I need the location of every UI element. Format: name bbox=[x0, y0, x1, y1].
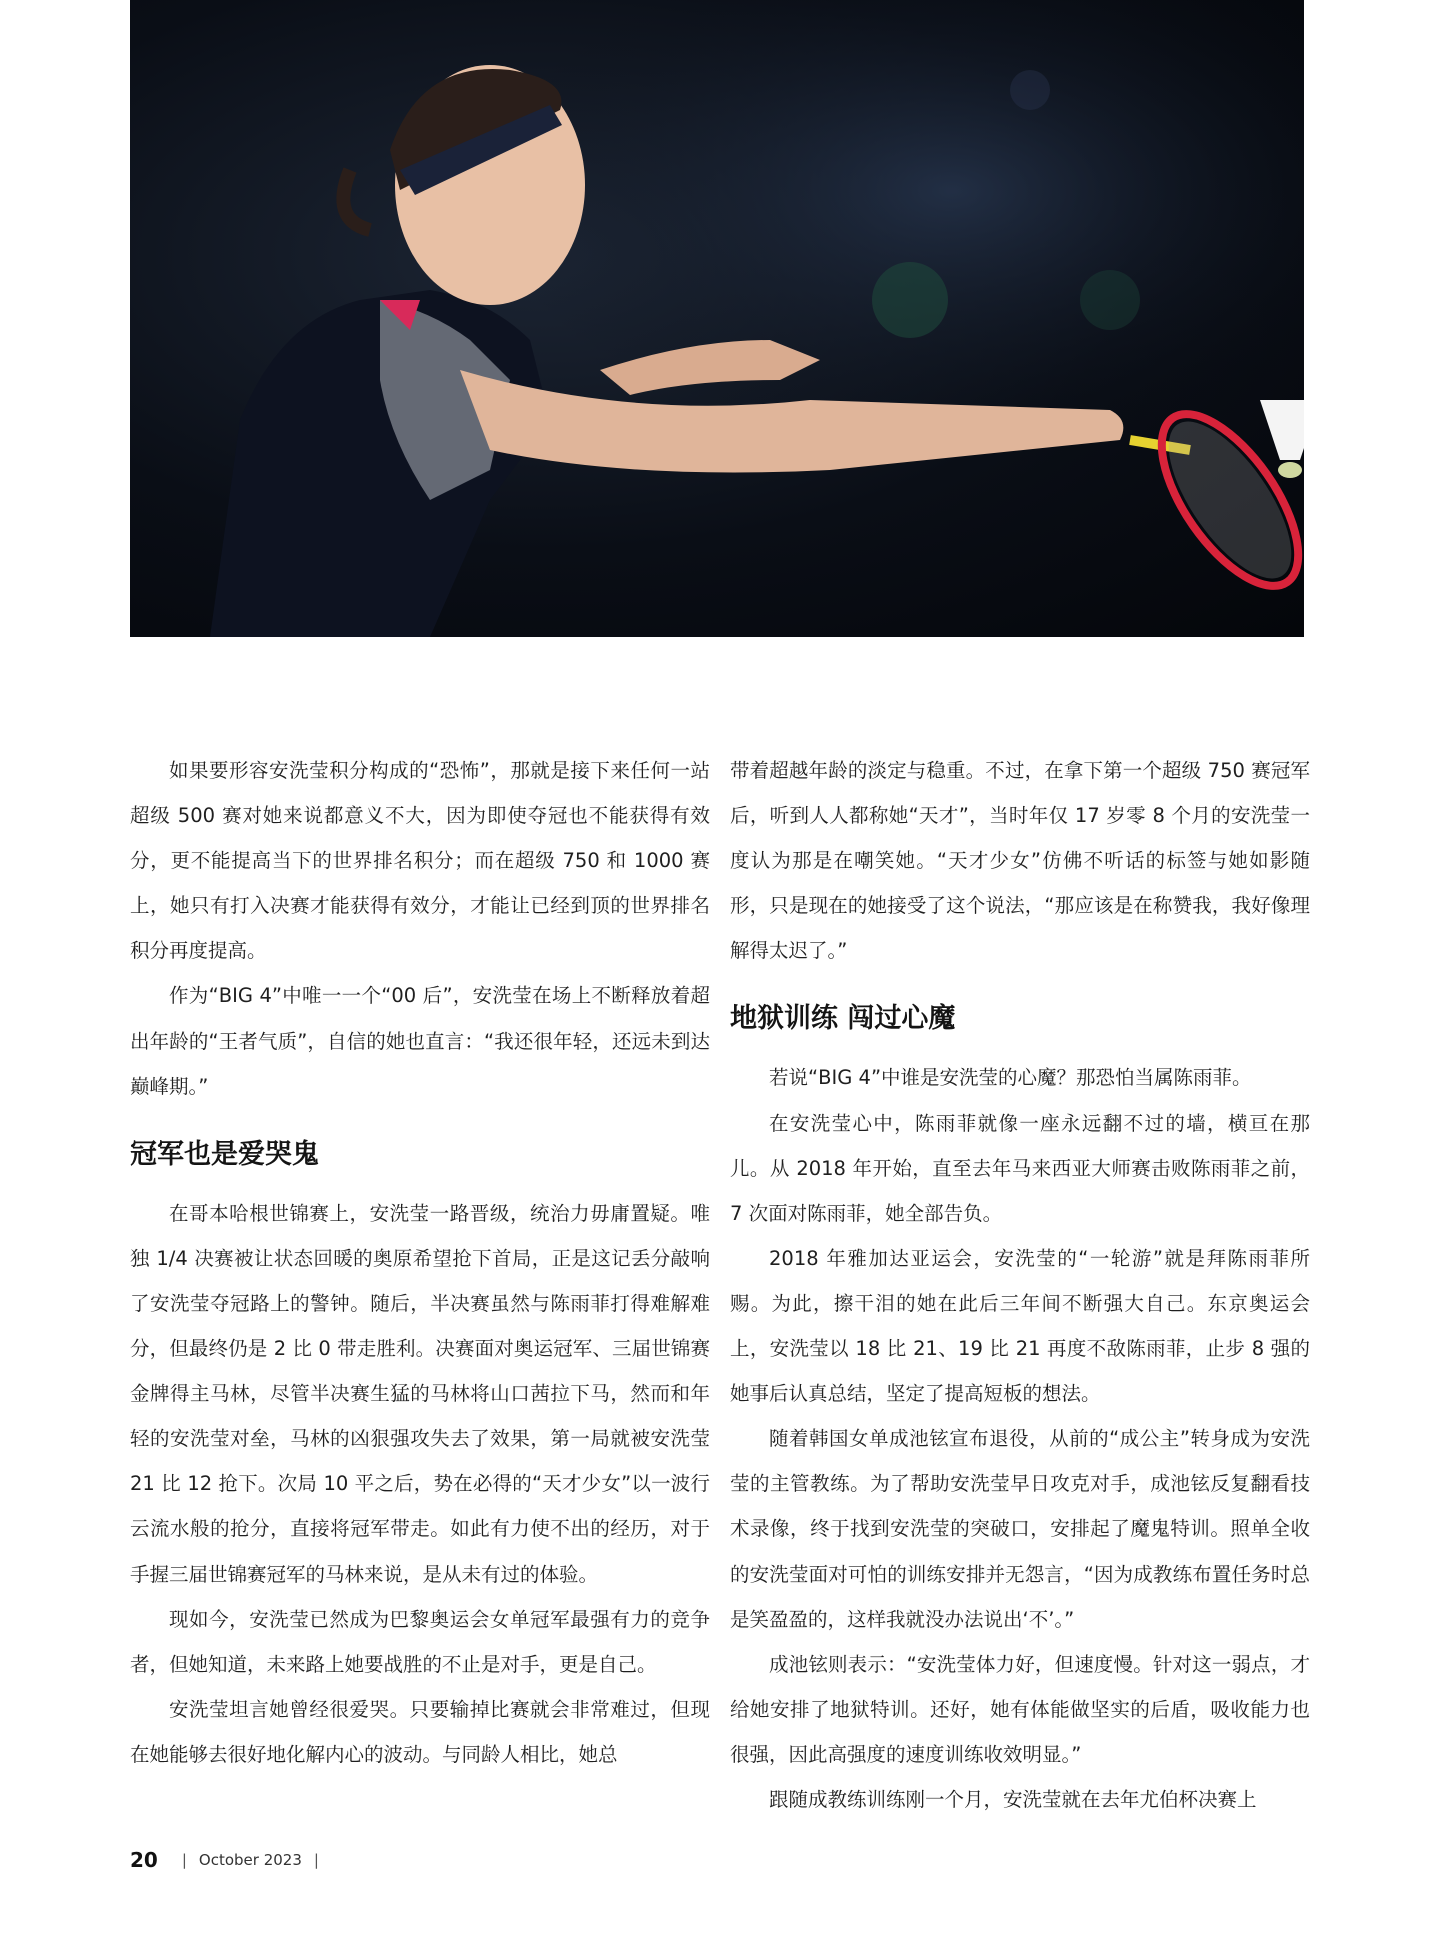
hero-photo bbox=[130, 0, 1304, 637]
paragraph: 在安洗莹心中，陈雨菲就像一座永远翻不过的墙，横亘在那儿。从 2018 年开始，直至去年马来西亚大师赛击败陈雨菲之前，7 次面对陈雨菲，她全部告负。 bbox=[730, 1111, 1310, 1225]
right-column bbox=[730, 748, 1310, 1822]
paragraph: 作为“BIG 4”中唯一一个“00 后”，安洗莹在场上不断释放着超出年龄的“王者气质”，自信的她也直言：“我还很年轻，还远未到达巅峰期。” bbox=[130, 984, 710, 1098]
paragraph: 现如今，安洗莹已然成为巴黎奥运会女单冠军最强有力的竞争者，但她知道，未来路上她要战胜的不止是对手，更是自己。 bbox=[130, 1607, 710, 1676]
issue-date: October 2023 bbox=[198, 1851, 302, 1869]
paragraph: 若说“BIG 4”中谁是安洗莹的心魔？那恐怕当属陈雨菲。 bbox=[769, 1066, 1252, 1090]
paragraph: 在哥本哈根世锦赛上，安洗莹一路晋级，统治力毋庸置疑。唯独 1/4 决赛被让状态回暖的奥原希望抢下首局，正是这记丢分敲响了安洗莹夺冠路上的警钟。随后，半决赛虽然与陈雨菲打得难解难分，但最终仍是 2 比 0 带走胜利。决赛面对奥运冠军、三届世锦赛金牌得主马林，尽管半决赛生猛的马林将山口茜拉下马，然而和年轻的安洗莹对垒，马林的凶狠强攻失去了效果，第一局就被安洗莹 21 比 12 抢下。次局 10 平之后，势在必得的“天才少女”以一波行云流水般的抢分，直接将冠军带走。如此有力使不出的经历，对于手握三届世锦赛冠军的马林来说，是从未有过的体验。 bbox=[130, 1201, 710, 1586]
paragraph: 2018 年雅加达亚运会，安洗莹的“一轮游”就是拜陈雨菲所赐。为此，擦干泪的她在此后三年间不断强大自己。东京奥运会上，安洗莹以 18 比 21、19 比 21 再度不敌陈雨菲，止步 8 强的她事后认真总结，坚定了提高短板的想法。 bbox=[730, 1246, 1310, 1406]
paragraph: 成池铉则表示：“安洗莹体力好，但速度慢。针对这一弱点，才给她安排了地狱特训。还好，她有体能做坚实的后盾，吸收能力也很强，因此高强度的速度训练收效明显。” bbox=[730, 1652, 1310, 1766]
paragraph: 带着超越年龄的淡定与稳重。不过，在拿下第一个超级 750 赛冠军后，听到人人都称她“天才”，当时年仅 17 岁零 8 个月的安洗莹一度认为那是在嘲笑她。“天才少女”仿佛不听话的标签与她如影随形，只是现在的她接受了这个说法，“那应该是在称赞我，我好像理解得太迟了。” bbox=[730, 759, 1310, 963]
page-number: 20 bbox=[130, 1848, 158, 1872]
paragraph: 跟随成教练训练刚一个月，安洗莹就在去年尤伯杯决赛上 bbox=[769, 1787, 1257, 1811]
separator: | bbox=[181, 1851, 187, 1869]
badminton-player-photo-icon bbox=[130, 0, 1304, 637]
paragraph: 随着韩国女单成池铉宣布退役，从前的“成公主”转身成为安洗莹的主管教练。为了帮助安洗莹早日攻克对手，成池铉反复翻看技术录像，终于找到安洗莹的突破口，安排起了魔鬼特训。照单全收的安洗莹面对可怕的训练安排并无怨言，“因为成教练布置任务时总是笑盈盈的，这样我就没办法说出‘不’。” bbox=[730, 1427, 1310, 1631]
section-heading: 地狱训练 闯过心魔 bbox=[730, 1003, 956, 1035]
separator: | bbox=[313, 1851, 319, 1869]
section-heading: 冠军也是爱哭鬼 bbox=[130, 1138, 319, 1170]
left-column bbox=[130, 748, 710, 1777]
paragraph: 安洗莹坦言她曾经很爱哭。只要输掉比赛就会非常难过，但现在她能够去很好地化解内心的波动。与同龄人相比，她总 bbox=[130, 1697, 710, 1766]
paragraph: 如果要形容安洗莹积分构成的“恐怖”，那就是接下来任何一站超级 500 赛对她来说都意义不大，因为即使夺冠也不能获得有效分，更不能提高当下的世界排名积分；而在超级 750 和 1000 赛上，她只有打入决赛才能获得有效分，才能让已经到顶的世界排名积分再度提高。 bbox=[130, 759, 710, 963]
page-footer bbox=[130, 1848, 331, 1872]
